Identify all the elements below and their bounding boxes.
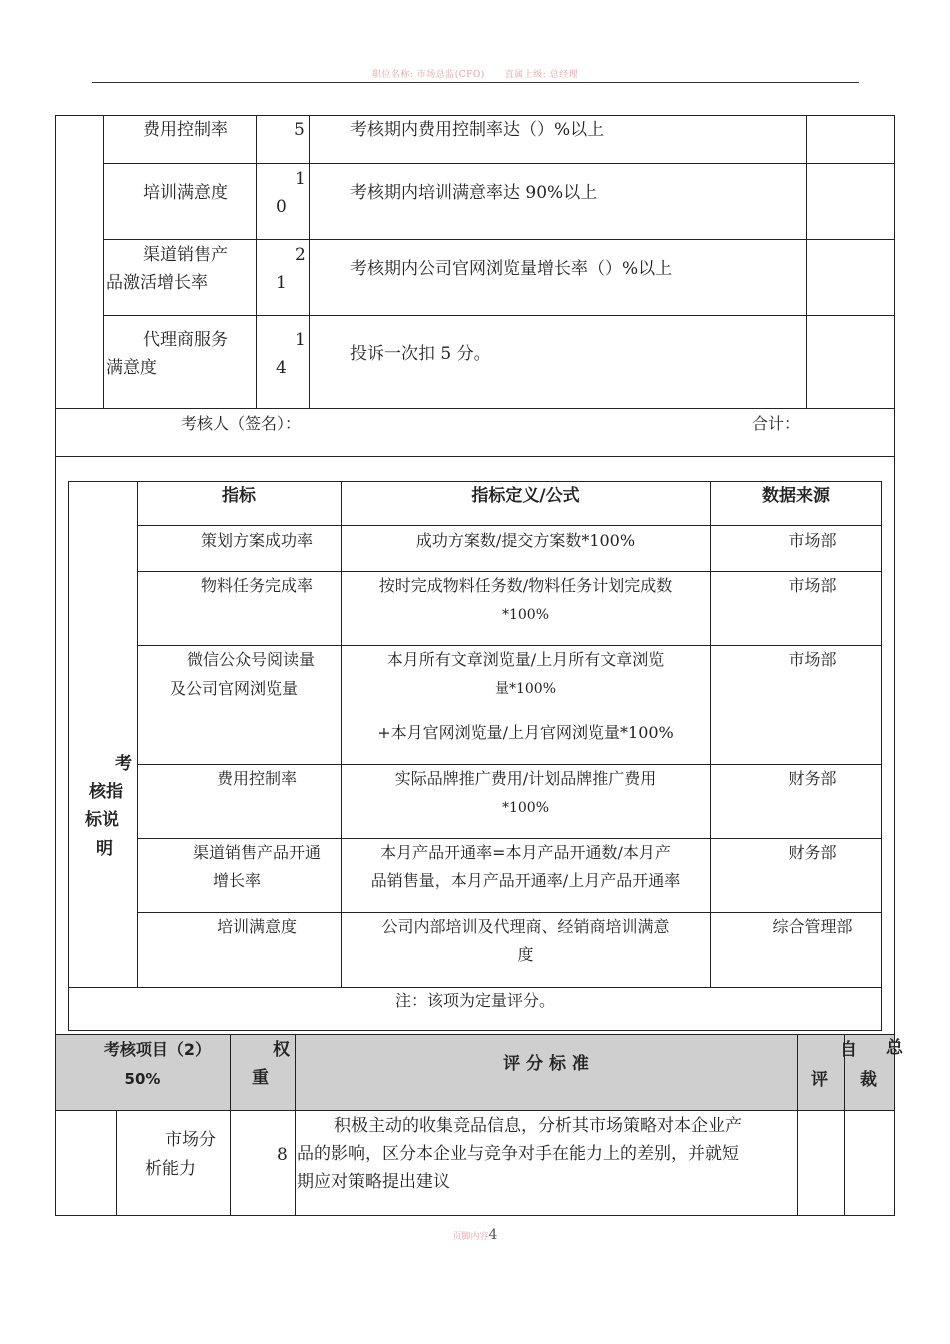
kpi-name: 满意度	[106, 358, 157, 378]
kpi-weight: 1	[295, 169, 306, 189]
self-eval-header: 自	[840, 1040, 857, 1060]
indicator-name: 策划方案成功率	[200, 531, 313, 550]
indicator-definition: *100%	[501, 800, 550, 816]
kpi-weight: 2	[295, 245, 306, 265]
item-criteria: 积极主动的收集竞品信息，分析其市场策略对本企业产	[334, 1116, 742, 1136]
indicator-name: 微信公众号阅读量	[187, 650, 316, 669]
section2-title: 考核项目（2）	[103, 1040, 212, 1059]
indicator-name: 及公司官网浏览量	[170, 679, 299, 698]
page-number: 4	[488, 1227, 498, 1243]
kpi-name: 费用控制率	[143, 120, 228, 140]
quantitative-note: 注：该项为定量评分。	[394, 991, 555, 1010]
indicator-source: 综合管理部	[772, 917, 853, 936]
kpi-name: 渠道销售产	[143, 245, 228, 265]
indicator-definition: 度	[517, 945, 534, 964]
indicator-source: 市场部	[788, 650, 837, 669]
kpi-name: 代理商服务	[143, 330, 228, 350]
item-weight: 8	[277, 1145, 288, 1165]
indicator-name: 增长率	[212, 871, 261, 890]
kpi-weight: 5	[294, 120, 305, 140]
section2-percentage: 50%	[124, 1070, 161, 1088]
indicator-name: 培训满意度	[216, 917, 297, 936]
kpi-weight: 0	[276, 197, 287, 217]
position-title: 职位名称: 市场总监(CFO)	[371, 70, 485, 80]
indicator-name: 物料任务完成率	[200, 576, 313, 595]
page-footer	[0, 1227, 950, 1243]
total-label: 合计：	[752, 414, 801, 433]
kpi-weight: 1	[276, 273, 287, 293]
column-header-source: 数据来源	[762, 486, 830, 506]
indicator-definition: 成功方案数/提交方案数*100%	[415, 531, 636, 550]
indicator-side-label: 核指	[89, 782, 123, 802]
kpi-weight: 1	[295, 330, 306, 350]
total-header: 裁	[860, 1070, 877, 1090]
kpi-criteria: 考核期内公司官网浏览量增长率（）%以上	[350, 259, 673, 279]
criteria-header: 评 分 标 准	[503, 1054, 589, 1074]
indicator-definition: 品销售量，本月产品开通率/上月产品开通率	[370, 871, 681, 890]
kpi-criteria: 考核期内培训满意率达 90%以上	[350, 183, 598, 203]
item-name: 析能力	[145, 1159, 196, 1179]
indicator-source: 市场部	[788, 576, 837, 595]
indicator-definition: 本月所有文章浏览量/上月所有文章浏览	[386, 650, 665, 669]
indicator-source: 市场部	[788, 531, 837, 550]
indicator-side-label: 考	[115, 754, 132, 774]
kpi-name: 培训满意度	[143, 183, 228, 203]
item-name: 市场分	[165, 1130, 216, 1150]
indicator-side-label: 标说	[85, 810, 119, 830]
indicator-name: 渠道销售产品开通	[192, 843, 321, 862]
superior-title: 直属上级: 总经理	[504, 70, 579, 80]
indicator-source: 财务部	[788, 769, 837, 788]
indicator-definition: *100%	[501, 607, 550, 623]
kpi-weight: 4	[276, 358, 287, 378]
column-header-indicator: 指标	[222, 486, 256, 506]
indicator-definition: 量*100%	[494, 681, 557, 697]
indicator-definition: 本月产品开通率=本月产品开通数/本月产	[380, 843, 671, 862]
weight-header: 重	[252, 1068, 269, 1088]
indicator-definition: 公司内部培训及代理商、经销商培训满意	[381, 917, 670, 936]
page-header	[0, 67, 950, 80]
header-divider	[92, 82, 859, 83]
footer-label: 页脚内容	[452, 1232, 489, 1242]
indicator-name: 费用控制率	[216, 769, 297, 788]
self-eval-header: 评	[811, 1070, 828, 1090]
column-header-definition: 指标定义/公式	[471, 486, 580, 506]
weight-header: 权	[273, 1040, 290, 1060]
item-criteria: 期应对策略提出建议	[297, 1172, 450, 1192]
assessor-signature-label: 考核人（签名）：	[181, 414, 302, 433]
kpi-name: 品激活增长率	[106, 273, 208, 293]
indicator-definition: 按时完成物料任务数/物料任务计划完成数	[378, 576, 673, 595]
kpi-criteria: 考核期内费用控制率达（）%以上	[350, 120, 605, 140]
kpi-criteria: 投诉一次扣 5 分。	[350, 344, 491, 364]
indicator-definition: +本月官网浏览量/上月官网浏览量*100%	[377, 723, 674, 742]
indicator-source: 财务部	[788, 843, 837, 862]
indicator-side-label: 明	[96, 839, 113, 859]
total-header: 总	[886, 1038, 903, 1058]
indicator-definition: 实际品牌推广费用/计划品牌推广费用	[394, 769, 657, 788]
item-criteria: 品的影响，区分本企业与竞争对手在能力上的差别，并就短	[297, 1144, 739, 1164]
